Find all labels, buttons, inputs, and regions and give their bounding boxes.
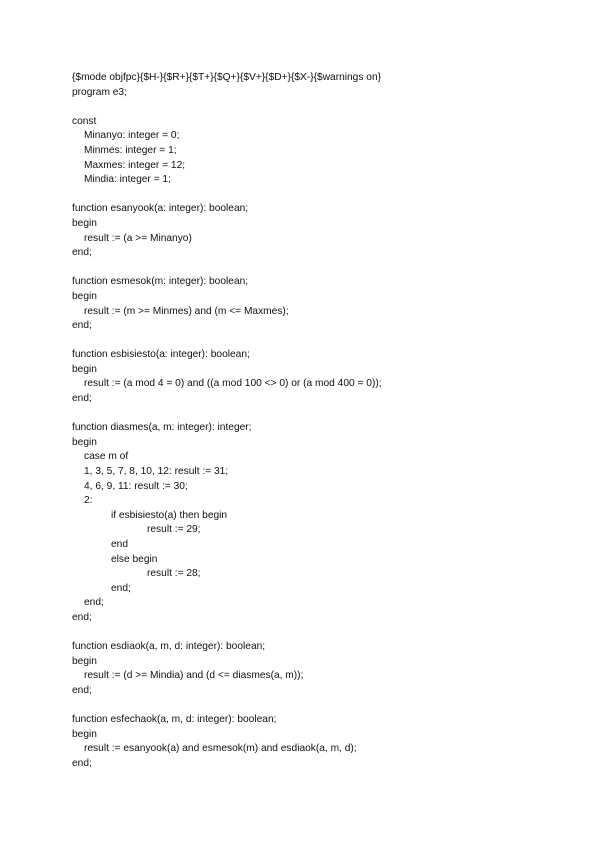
function-diasmes-header: function diasmes(a, m: integer): integer; — [72, 422, 252, 434]
program-declaration-line: program e3; — [72, 86, 127, 98]
end-line: end; — [72, 320, 92, 332]
const-mindia-line: Mindia: integer = 1; — [84, 174, 171, 186]
case-31-days-line: 1, 3, 5, 7, 8, 10, 12: result := 31; — [84, 466, 229, 478]
end-line: end; — [72, 393, 92, 405]
case-end-line: end; — [84, 597, 104, 609]
case-february-line: 2: — [84, 495, 93, 507]
result-29-line: result := 29; — [147, 524, 201, 536]
function-esdiaok-header: function esdiaok(a, m, d: integer): boolean; — [72, 641, 266, 653]
if-esbisiesto-line: if esbisiesto(a) then begin — [111, 509, 228, 521]
end-line: end; — [72, 611, 92, 623]
begin-line: begin — [72, 290, 97, 302]
const-minanyo-line: Minanyo: integer = 0; — [84, 130, 180, 142]
source-code-block — [72, 71, 382, 772]
const-maxmes-line: Maxmes: integer = 12; — [84, 159, 186, 171]
esbisiesto-result-line: result := (a mod 4 = 0) and ((a mod 100 <> 0) or (a mod 400 = 0)); — [84, 378, 382, 390]
blank-line — [72, 100, 382, 115]
end-line: end; — [72, 684, 92, 696]
function-esanyook-header: function esanyook(a: integer): boolean; — [72, 203, 249, 215]
function-esbisiesto-header: function esbisiesto(a: integer): boolean; — [72, 349, 250, 361]
blank-line — [72, 261, 382, 276]
end-line: end; — [72, 757, 92, 769]
function-esmesok-header: function esmesok(m: integer): boolean; — [72, 276, 249, 288]
end-line: end; — [72, 247, 92, 259]
case-30-days-line: 4, 6, 9, 11: result := 30; — [84, 480, 188, 492]
blank-line — [72, 188, 382, 203]
case-statement-line: case m of — [84, 451, 129, 463]
end-line: end — [111, 539, 128, 550]
end-line: end; — [111, 582, 131, 594]
const-keyword-line: const — [72, 115, 97, 127]
esfechaok-result-line: result := esanyook(a) and esmesok(m) and esdiaok(a, m, d); — [84, 743, 357, 755]
begin-line: begin — [72, 363, 97, 375]
esmesok-result-line: result := (m >= Minmes) and (m <= Maxmes); — [84, 305, 289, 317]
begin-line: begin — [72, 655, 97, 667]
esanyook-result-line: result := (a >= Minanyo) — [84, 232, 192, 244]
begin-line: begin — [72, 436, 97, 448]
blank-line — [72, 407, 382, 422]
esdiaok-result-line: result := (d >= Mindia) and (d <= diasmes(a, m)); — [84, 670, 304, 682]
begin-line: begin — [72, 217, 97, 229]
begin-line: begin — [72, 728, 97, 740]
compiler-directives-line: {$mode objfpc}{$H-}{$R+}{$T+}{$Q+}{$V+}{$D+}{$X-}{$warnings on} — [72, 72, 382, 83]
result-28-line: result := 28; — [147, 568, 201, 580]
const-minmes-line: Minmes: integer = 1; — [84, 144, 177, 156]
blank-line — [72, 626, 382, 641]
else-begin-line: else begin — [111, 553, 158, 565]
blank-line — [72, 699, 382, 714]
function-esfechaok-header: function esfechaok(a, m, d: integer): boolean; — [72, 714, 277, 726]
blank-line — [72, 334, 382, 349]
